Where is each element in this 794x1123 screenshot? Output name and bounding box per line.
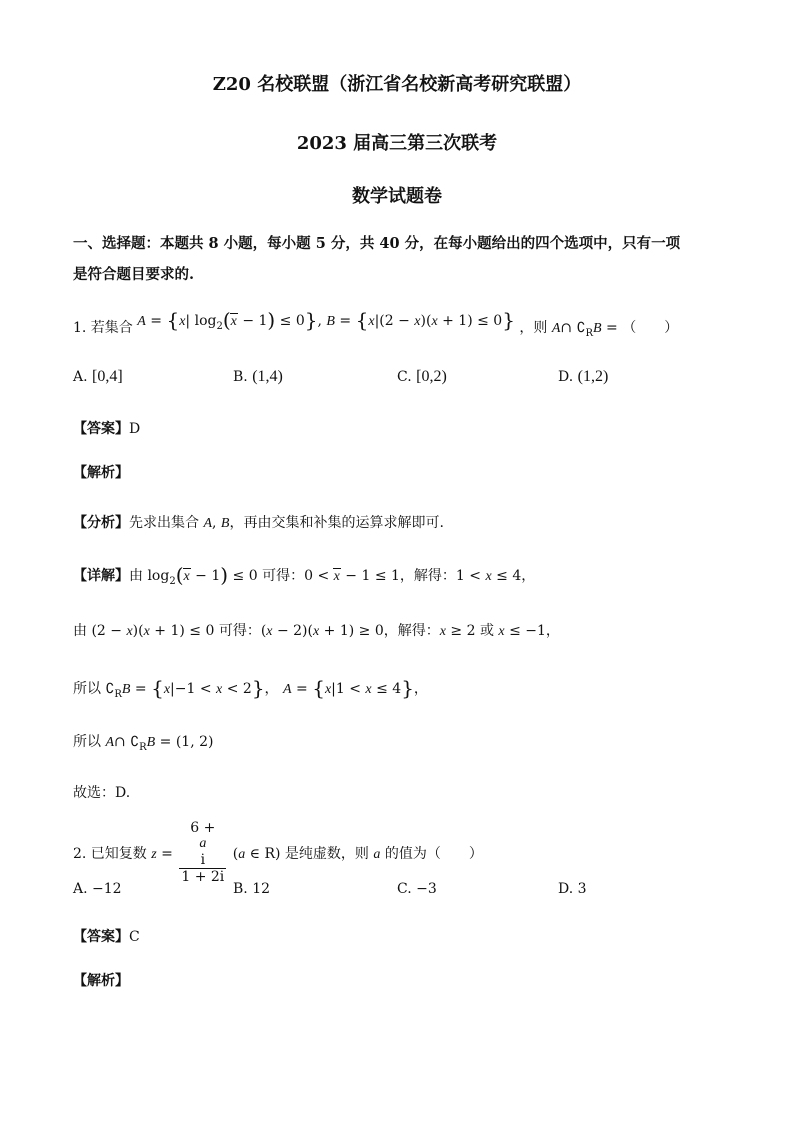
fenxi-label: 【分析】 [73, 515, 129, 531]
q1-option-a: A. [0,4] [73, 368, 123, 385]
exam-title-subject: 数学试题卷 [352, 186, 442, 207]
q2-option-c: C. −3 [397, 881, 437, 897]
section-heading-line1: 一、选择题：本题共 8 小题，每小题 5 分，共 40 分，在每小题给出的四个选项中，只有一项 [73, 235, 681, 252]
q1-detail-line4: 所以 A∩ $∁_RB = (1$, 2) [73, 734, 214, 753]
q2-option-a: A. −12 [73, 881, 122, 897]
answer-label: 【答案】 [73, 421, 129, 437]
section-heading-line2: 是符合题目要求的. [73, 266, 195, 283]
exam-title-alliance: Z20 名校联盟（浙江省名校新高考研究联盟） [212, 74, 582, 95]
q2-fraction: 6 + a i 1 + 2i [181, 820, 225, 885]
q2-analysis-label: 【解析】 [73, 973, 129, 989]
q1-choose: 故选：D. [73, 785, 131, 801]
exam-title-session: 2023 届高三第三次联考 [296, 133, 498, 154]
answer-label: 【答案】 [73, 929, 129, 945]
q1-detail-line1: 【详解】由 $\log_2(x - 1) \le 0$ 可得：0 < x − 1 ≤ 1，解得：1 < x ≤ 4， [73, 563, 536, 587]
q1-prefix: 1. 若集合 [73, 320, 133, 336]
q2-option-b: B. 12 [233, 881, 271, 897]
q2-answer-value: C [129, 929, 140, 945]
q2-answer [73, 926, 140, 946]
q1-fenxi [73, 512, 444, 532]
q1-stem [73, 308, 678, 339]
q1-answer-value: D [129, 421, 141, 437]
q2-stem: 2. 已知复数 z = 6 + a i 1 + 2i (a ∈ R) 是纯虚数，则 a 的值为（ ） [73, 820, 483, 885]
q1-option-c: C. [0,2) [397, 368, 447, 385]
q1-option-d: D. (1,2) [558, 368, 609, 385]
q1-set-definitions: A = {x| $\log_2(x - 1) \le 0$}, B = {x|(2 − x)(x + 1) ≤ 0} [137, 308, 515, 332]
detail-label: 【详解】 [73, 568, 129, 584]
q1-answer [73, 418, 140, 438]
q2-option-d: D. 3 [558, 881, 587, 897]
q1-ask: ，则 A∩ $∁_RB$ = （ ） [519, 320, 679, 339]
q1-detail-line2: 由 (2 − x)(x + 1) ≤ 0 可得：(x − 2)(x + 1) ≥ 0，解得：x ≥ 2 或 x ≤ −1， [73, 623, 560, 639]
q1-detail-line3: 所以 $∁_RB = \{x|-1 < x < 2\}$， A = {x|1 < x ≤ 4}， [73, 676, 428, 700]
q1-analysis-label: 【解析】 [73, 465, 129, 481]
q1-option-b: B. (1,4) [233, 368, 283, 385]
fenxi-text: 先求出集合 A, B，再由交集和补集的运算求解即可. [129, 515, 444, 531]
